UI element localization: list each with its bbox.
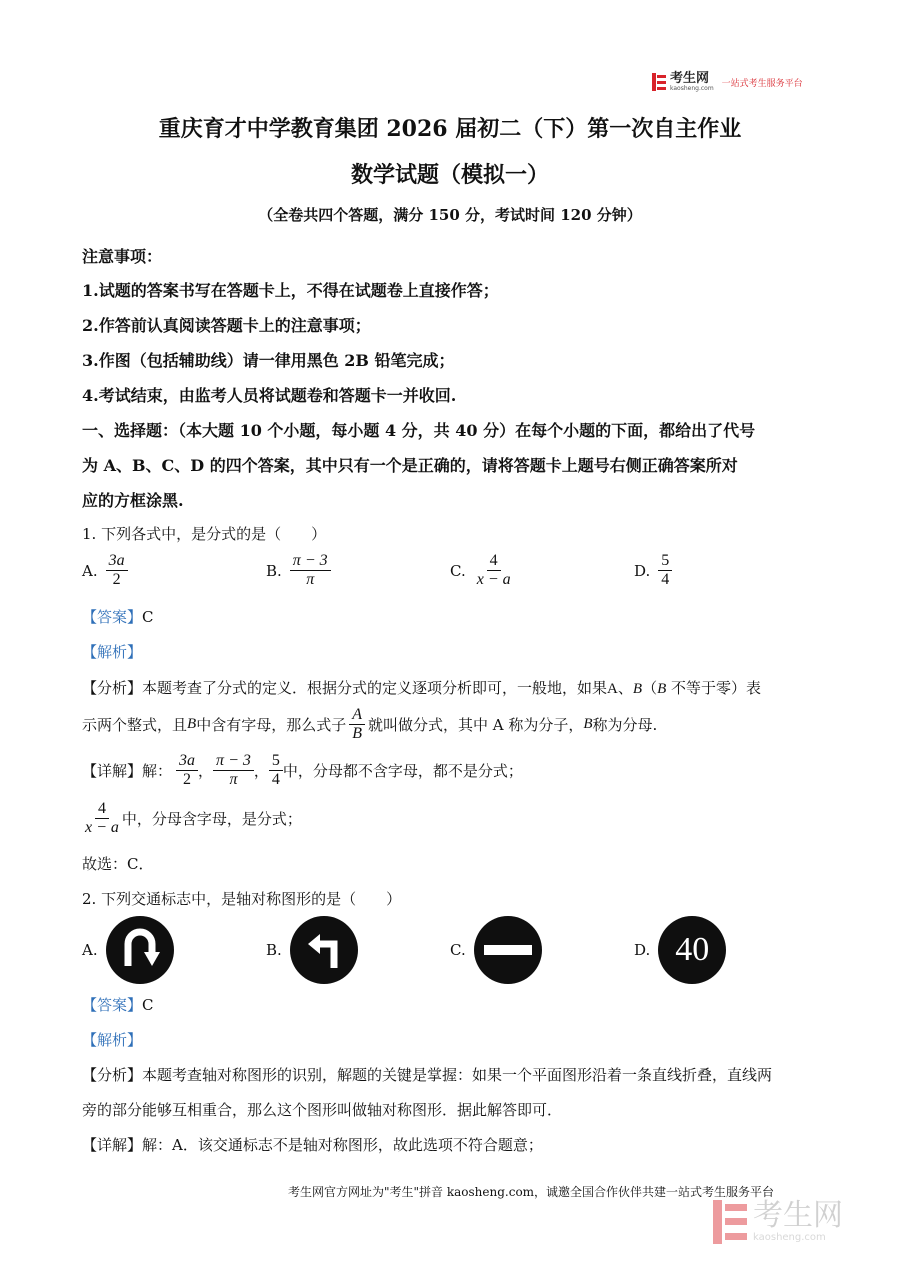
var-b: B: [583, 716, 593, 732]
detail-tag: 【详解】: [82, 1136, 143, 1154]
option-label: B.: [266, 561, 282, 580]
q1-option-a[interactable]: [82, 552, 128, 589]
fraction: [658, 552, 672, 589]
option-label: B.: [266, 941, 282, 959]
q2-fenxi-line2: 旁的部分能够互相重合，那么这个图形叫做轴对称图形．据此解答即可．: [82, 1101, 563, 1119]
fraction: [82, 800, 122, 837]
q2-stem: 2. 下列交通标志中，是轴对称图形的是（ ）: [82, 890, 402, 908]
logo-brand: 考生网: [670, 71, 710, 86]
q2-detail-line1: [82, 1134, 543, 1155]
option-label: D.: [634, 561, 651, 580]
answer-value: C: [142, 996, 154, 1014]
fraction-denominator: 2: [183, 771, 192, 788]
fraction-numerator: A: [349, 706, 365, 725]
fraction-numerator: π − 3: [290, 552, 331, 571]
q2-fenxi-line1: [82, 1064, 772, 1085]
section1-line3: 应的方框涂黑.: [82, 491, 184, 510]
fenxi-text: 称为分母.: [592, 716, 658, 734]
footer-text: 考生网官方网址为"考生"拼音 kaosheng.com，诚邀全国合作伙伴共建一站式考生服务平台: [288, 1185, 775, 1199]
watermark-brand: 考生网: [753, 1198, 843, 1233]
q1-option-c[interactable]: [450, 552, 514, 589]
fenxi-tag: 【分析】: [82, 1066, 143, 1084]
fenxi-text: 本题考查了分式的定义．根据分式的定义逐项分析即可，一般地，如果: [142, 679, 608, 697]
q1-option-d[interactable]: [634, 552, 672, 589]
fenxi-text: 不等于零）表: [666, 679, 762, 697]
logo-domain: kaosheng.com: [670, 85, 714, 92]
answer-tag: 【答案】: [82, 996, 143, 1014]
fraction: [269, 752, 283, 789]
fraction-numerator: 5: [269, 752, 283, 771]
fraction-denominator: π: [229, 771, 238, 788]
fenxi-text: 中含有字母，那么式子: [196, 716, 347, 734]
dun-mark: 、: [617, 679, 633, 697]
option-label: D.: [634, 941, 651, 959]
q2-option-d[interactable]: [634, 916, 726, 984]
kaosheng-logo-icon: [652, 73, 666, 91]
fraction: [290, 552, 331, 589]
fenxi-text: （: [642, 679, 658, 697]
fenxi-tag: 【分析】: [82, 679, 143, 697]
watermark-logo-icon: [713, 1200, 747, 1244]
detail-text: 中，分母都不含字母，都不是分式；: [282, 762, 523, 780]
fraction-denominator: 2: [112, 571, 121, 588]
speed-limit-sign-icon: [658, 916, 726, 984]
var-b: B: [657, 681, 667, 697]
fraction: [176, 752, 198, 789]
fraction-denominator: 4: [661, 571, 670, 588]
var-b: B: [187, 716, 197, 732]
q1-choose: 故选：C．: [82, 855, 154, 873]
watermark-domain: kaosheng.com: [753, 1232, 826, 1243]
no-entry-sign-icon: [474, 916, 542, 984]
q1-answer: [82, 606, 154, 627]
fraction-denominator: B: [352, 725, 362, 742]
option-label: C.: [450, 561, 466, 580]
turn-left-sign-icon: [290, 916, 358, 984]
separator: ，: [198, 762, 214, 780]
u-turn-sign-icon: [106, 916, 174, 984]
option-label: C.: [450, 941, 466, 959]
q1-detail-line2: [82, 800, 302, 837]
detail-text: 中，分母含字母，是分式；: [121, 810, 302, 828]
var-a: A: [607, 681, 618, 697]
logo-slogan: 一站式考生服务平台: [721, 78, 803, 89]
q2-answer: [82, 994, 154, 1015]
speed-limit-text: 40: [675, 931, 710, 968]
fraction-a-over-b: [349, 706, 365, 743]
header-logo: [652, 72, 803, 92]
detail-text: 解：: [142, 762, 173, 780]
q1-fenxi-line1: [82, 677, 761, 698]
fraction-numerator: 4: [95, 800, 109, 819]
fraction-denominator: 4: [271, 771, 280, 788]
fenxi-text: 示两个整式，且: [82, 716, 188, 734]
notes-item-4: 4.考试结束，由监考人员将试题卷和答题卡一并收回.: [82, 386, 457, 405]
q2-option-c[interactable]: [450, 916, 542, 984]
fraction-denominator: x − a: [85, 819, 119, 836]
fenxi-text: 就叫做分式，其中 A 称为分子，: [367, 716, 584, 734]
q1-option-b[interactable]: [266, 552, 331, 589]
exam-info: （全卷共四个答题，满分 150 分，考试时间 120 分钟）: [258, 206, 642, 224]
fraction-denominator: x − a: [476, 571, 511, 588]
q1-fenxi-line2: [82, 706, 657, 743]
fraction-numerator: 3a: [106, 552, 128, 571]
exam-subtitle: 数学试题（模拟一）: [350, 162, 549, 188]
notes-item-3: 3.作图（包括辅助线）请一律用黑色 2B 铅笔完成；: [82, 351, 455, 370]
fraction: [474, 552, 514, 589]
notes-item-1: 1.试题的答案书写在答题卡上，不得在试题卷上直接作答；: [82, 281, 499, 300]
exam-title: 重庆育才中学教育集团 2026 届初二（下）第一次自主作业: [158, 116, 742, 142]
q1-detail-line1: [82, 752, 523, 789]
answer-value: C: [142, 608, 154, 626]
fraction-numerator: 4: [487, 552, 501, 571]
q1-stem: 1. 下列各式中，是分式的是（ ）: [82, 525, 327, 543]
option-label: A.: [82, 941, 98, 959]
fraction: [106, 552, 128, 589]
fraction: [213, 752, 254, 789]
option-label: A.: [82, 561, 98, 580]
detail-text: 解：A．该交通标志不是轴对称图形，故此选项不符合题意；: [142, 1136, 543, 1154]
section1-line2: 为 A、B、C、D 的四个答案，其中只有一个是正确的，请将答题卡上题号右侧正确答案所对: [82, 456, 738, 475]
detail-tag: 【详解】: [82, 762, 143, 780]
separator: ，: [253, 762, 269, 780]
q2-analysis-tag: 【解析】: [82, 1031, 143, 1049]
q2-option-b[interactable]: [266, 916, 358, 984]
fenxi-text: 本题考查轴对称图形的识别，解题的关键是掌握：如果一个平面图形沿着一条直线折叠，直线两: [142, 1066, 773, 1084]
fraction-numerator: 3a: [176, 752, 198, 771]
notes-heading: 注意事项：: [82, 247, 163, 266]
section1-line1: 一、选择题：（本大题 10 个小题，每小题 4 分，共 40 分）在每个小题的下面，都给出了代号: [82, 421, 756, 440]
fraction-numerator: 5: [658, 552, 672, 571]
answer-tag: 【答案】: [82, 608, 143, 626]
var-b: B: [632, 681, 643, 697]
watermark: [713, 1200, 843, 1244]
fraction-numerator: π − 3: [213, 752, 254, 771]
q1-analysis-tag: 【解析】: [82, 643, 143, 661]
notes-item-2: 2.作答前认真阅读答题卡上的注意事项；: [82, 316, 371, 335]
q2-option-a[interactable]: [82, 916, 174, 984]
fraction-denominator: π: [306, 571, 315, 588]
